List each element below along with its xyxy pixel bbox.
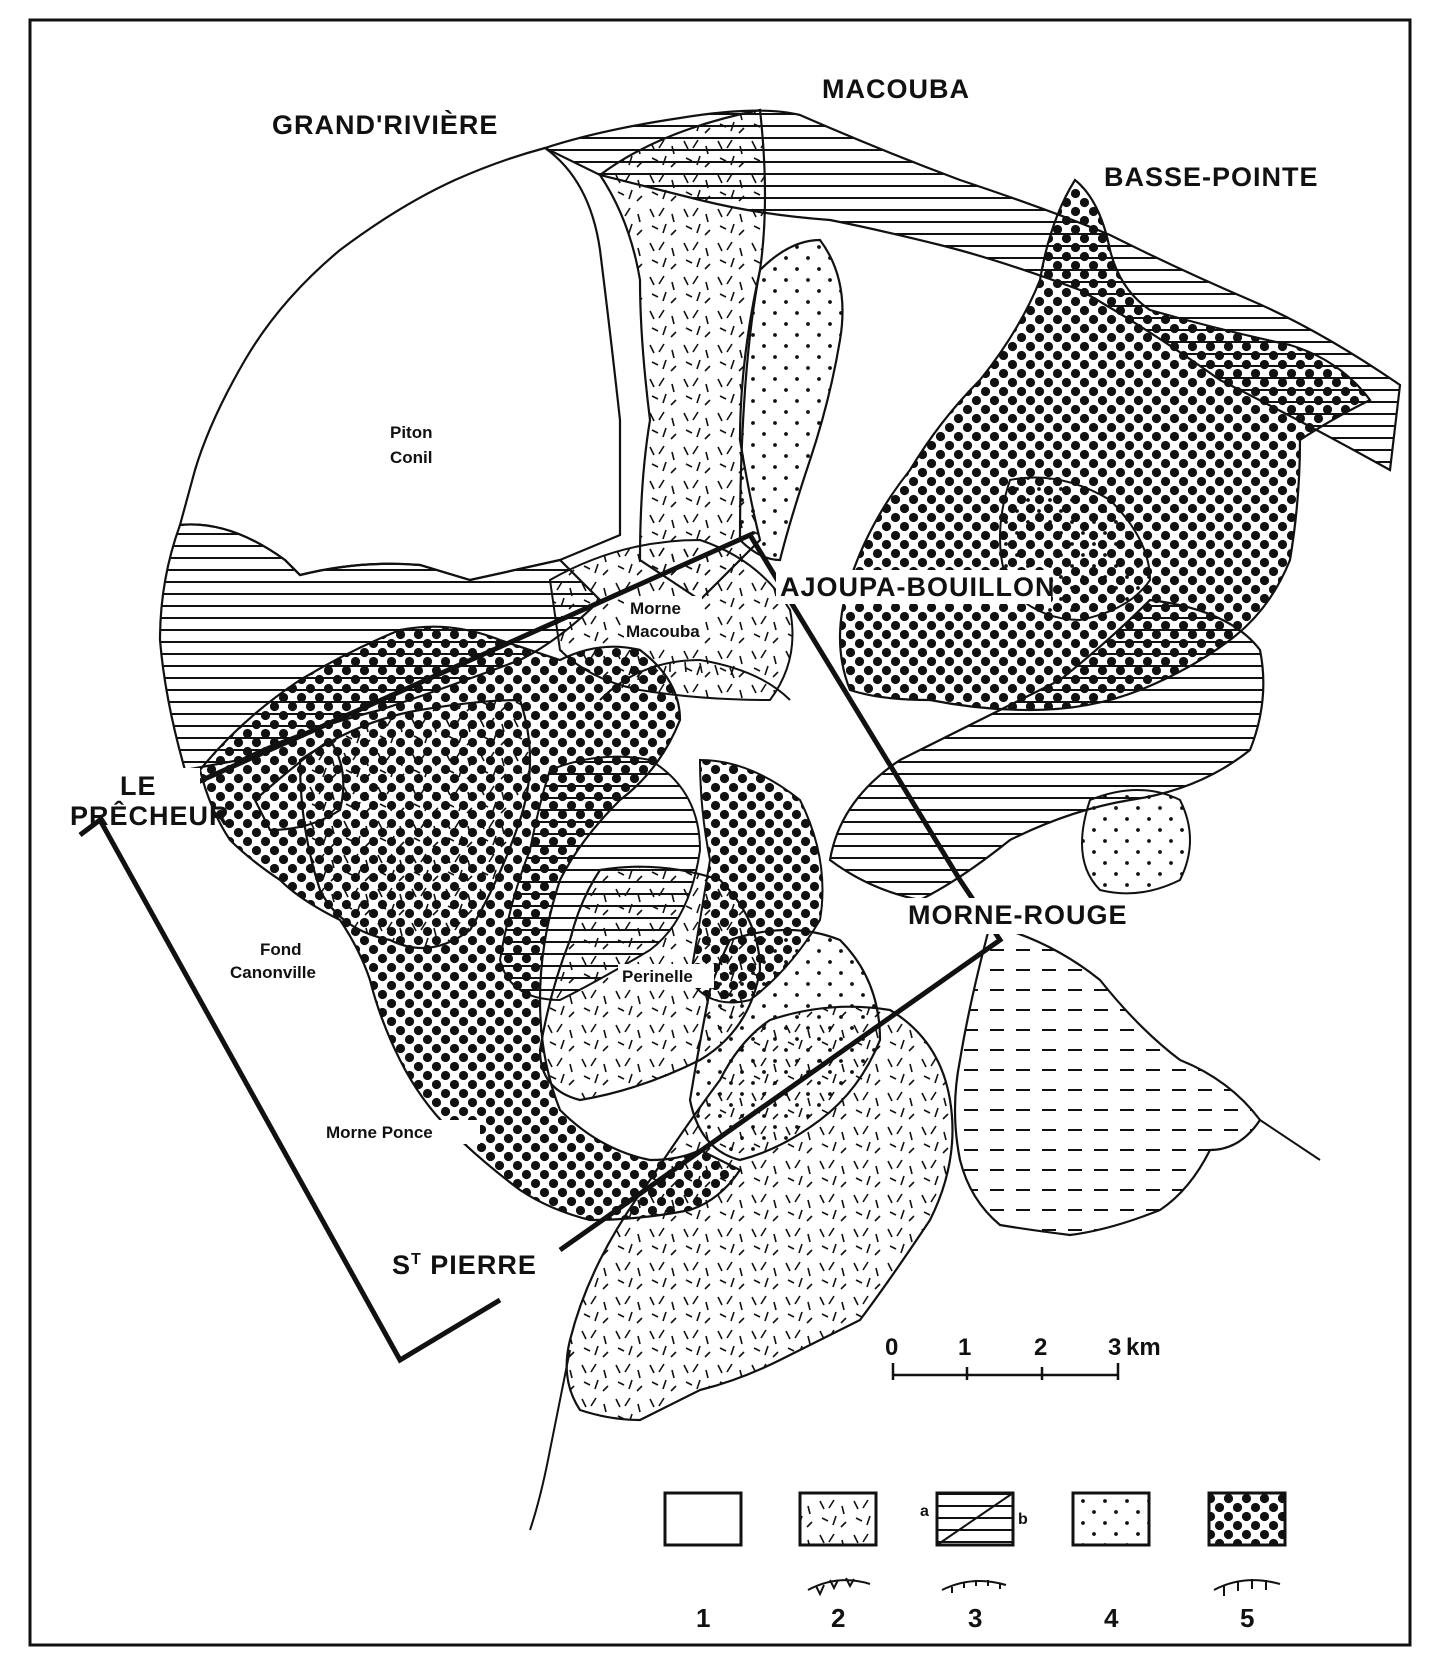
scale-tick-0: 0 xyxy=(885,1334,899,1361)
legend-swatch-2 xyxy=(800,1493,876,1545)
label-morne-rouge: MORNE-ROUGE xyxy=(908,900,1128,930)
label-piton: Piton xyxy=(390,423,433,442)
legend-number-2: 2 xyxy=(831,1603,846,1633)
legend-number-4: 4 xyxy=(1104,1603,1119,1633)
label-st-pierre: $S^T$ PIERRE xyxy=(392,1250,537,1280)
scale-tick-2: 2 xyxy=(1034,1334,1048,1361)
label-precheur: PRÊCHEUR xyxy=(70,801,230,831)
legend-number-1: 1 xyxy=(696,1603,711,1633)
legend-number-3: 3 xyxy=(968,1603,983,1633)
scale-tick-1: 1 xyxy=(958,1334,972,1361)
label-macouba: MACOUBA xyxy=(822,74,970,104)
legend-number-5: 5 xyxy=(1240,1603,1255,1633)
label-morne-ponce: Morne Ponce xyxy=(326,1123,433,1142)
legend-3b: b xyxy=(1018,1511,1028,1528)
legend-3a: a xyxy=(920,1503,929,1520)
legend-swatch-1 xyxy=(665,1493,741,1545)
legend-swatch-4 xyxy=(1073,1493,1149,1545)
scale-unit: km xyxy=(1126,1334,1161,1361)
label-grand-riviere: GRAND'RIVIÈRE xyxy=(272,110,499,140)
label-morne: Morne xyxy=(630,599,681,618)
label-canonville: Canonville xyxy=(230,963,316,982)
label-conil: Conil xyxy=(390,448,433,467)
label-ajoupa-bouillon: AJOUPA-BOUILLON xyxy=(780,572,1056,602)
label-perinelle: Perinelle xyxy=(622,967,693,986)
unit-4-area-east-lobe xyxy=(1082,790,1190,893)
legend-swatch-5 xyxy=(1209,1493,1285,1545)
label-basse-pointe: BASSE-POINTE xyxy=(1104,162,1319,192)
scale-tick-3: 3 xyxy=(1108,1334,1122,1361)
label-fond: Fond xyxy=(260,940,302,959)
label-le: LE xyxy=(120,771,157,801)
label-macouba-morne: Macouba xyxy=(626,622,700,641)
